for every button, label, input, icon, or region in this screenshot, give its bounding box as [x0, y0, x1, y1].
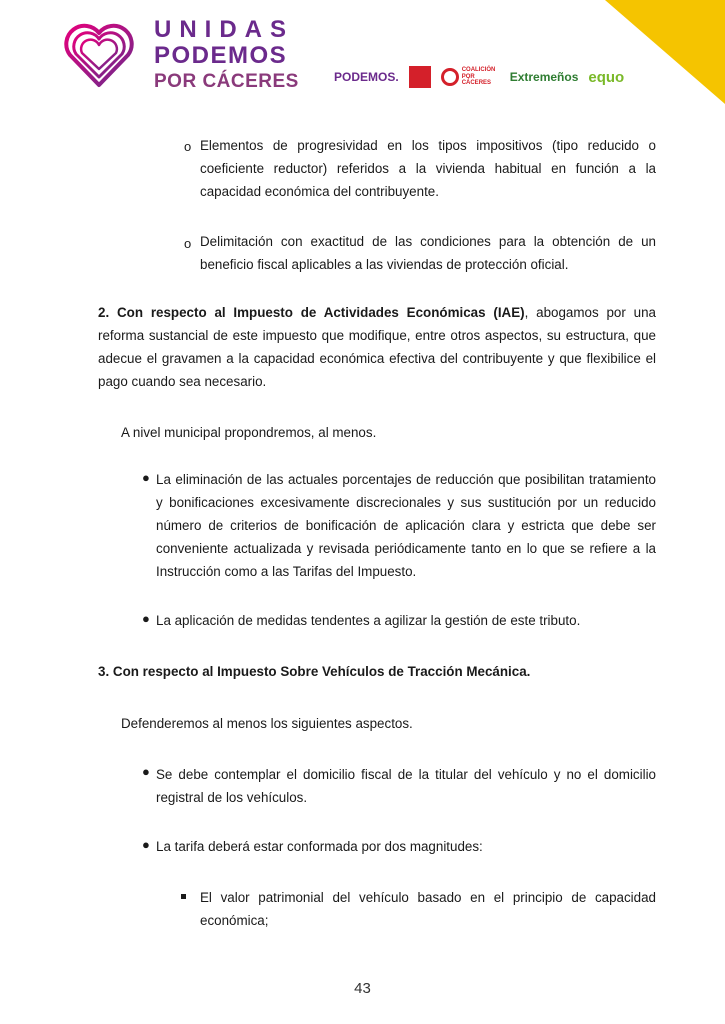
circle-bullet-icon: o	[184, 236, 192, 251]
item-text: Delimitación con exactitud de las condiciones para la obtención de un beneficio fiscal aplicables a las viviendas de protección oficial.	[200, 234, 656, 272]
item-text: La aplicación de medidas tendentes a agilizar la gestión de este tributo.	[156, 613, 581, 628]
podemos-logo: PODEMOS.	[334, 70, 399, 84]
list-item	[156, 763, 656, 809]
brand-wordmark	[154, 18, 299, 91]
section-number: 2.	[98, 305, 110, 320]
coalicion-label: COALICIÓN POR CÁCERES	[461, 67, 496, 87]
item-text: Se debe contemplar el domicilio fiscal de la titular del vehículo y no el domicilio registral de los vehículos.	[156, 767, 656, 805]
section-2-paragraph	[98, 301, 656, 393]
bullet-icon: ●	[142, 764, 150, 779]
list-item	[156, 835, 656, 858]
equo-logo: equo	[588, 68, 625, 86]
brand-line-3: POR CÁCERES	[154, 71, 299, 92]
partner-logos	[334, 62, 624, 92]
bullet-icon: ●	[142, 837, 150, 852]
section-number: 3.	[98, 664, 110, 679]
list-item	[200, 230, 656, 276]
bullet-icon: ●	[142, 611, 150, 626]
iu-logo-icon	[409, 66, 431, 88]
list-item	[156, 468, 656, 583]
bullet-icon: ●	[142, 470, 150, 485]
circle-bullet-icon: o	[184, 139, 192, 154]
page-number: 43	[354, 980, 371, 997]
brand-line-2: PODEMOS	[154, 42, 288, 69]
item-text: El valor patrimonial del vehículo basado en el principio de capacidad económica;	[200, 890, 656, 928]
list-item	[200, 886, 656, 932]
extremenos-logo: Extremeños	[509, 70, 579, 84]
intro-text: Defenderemos al menos los siguientes aspectos.	[121, 716, 413, 731]
square-bullet-icon	[181, 894, 186, 899]
intro-text: A nivel municipal propondremos, al menos.	[121, 425, 377, 440]
section-3-heading	[98, 660, 656, 683]
item-text: La tarifa deberá estar conformada por dos magnitudes:	[156, 839, 483, 854]
heart-logo-icon	[62, 19, 136, 93]
section-heading: Con respecto al Impuesto Sobre Vehículos de Tracción Mecánica.	[112, 664, 531, 679]
section-3-intro	[121, 712, 656, 735]
list-item	[200, 134, 656, 203]
item-text: Elementos de progresividad en los tipos impositivos (tipo reducido o coeficiente reductor) referidos a la vivienda habitual en función a la capacidad económica del contribuyente.	[200, 138, 656, 199]
coalicion-logo	[441, 67, 500, 87]
section-heading: Con respecto al Impuesto de Actividades Económicas (IAE)	[116, 305, 525, 320]
section-body: , abogamos por una reforma sustancial de este impuesto que modifique, entre otros aspectos, su estructura, que adecue el gravamen a la capacidad económica efectiva del contribuyente y que flexibilice el pago cuando sea necesario.	[98, 305, 656, 389]
brand-line-1: UNIDAS	[154, 16, 295, 43]
list-item	[156, 609, 656, 632]
item-text: La eliminación de las actuales porcentajes de reducción que posibilitan tratamiento y bonificaciones excesivamente discrecionales y sus sustitución por un reducido número de criterios de bonificación de aplicación clara y estricta que debe ser conveniente actualizada y revisada periódicamente tanto en lo que se refiere a la Instrucción como a las Tarifas del Impuesto.	[156, 472, 656, 579]
section-2-intro	[121, 421, 656, 444]
coalicion-ring-icon	[441, 68, 459, 86]
